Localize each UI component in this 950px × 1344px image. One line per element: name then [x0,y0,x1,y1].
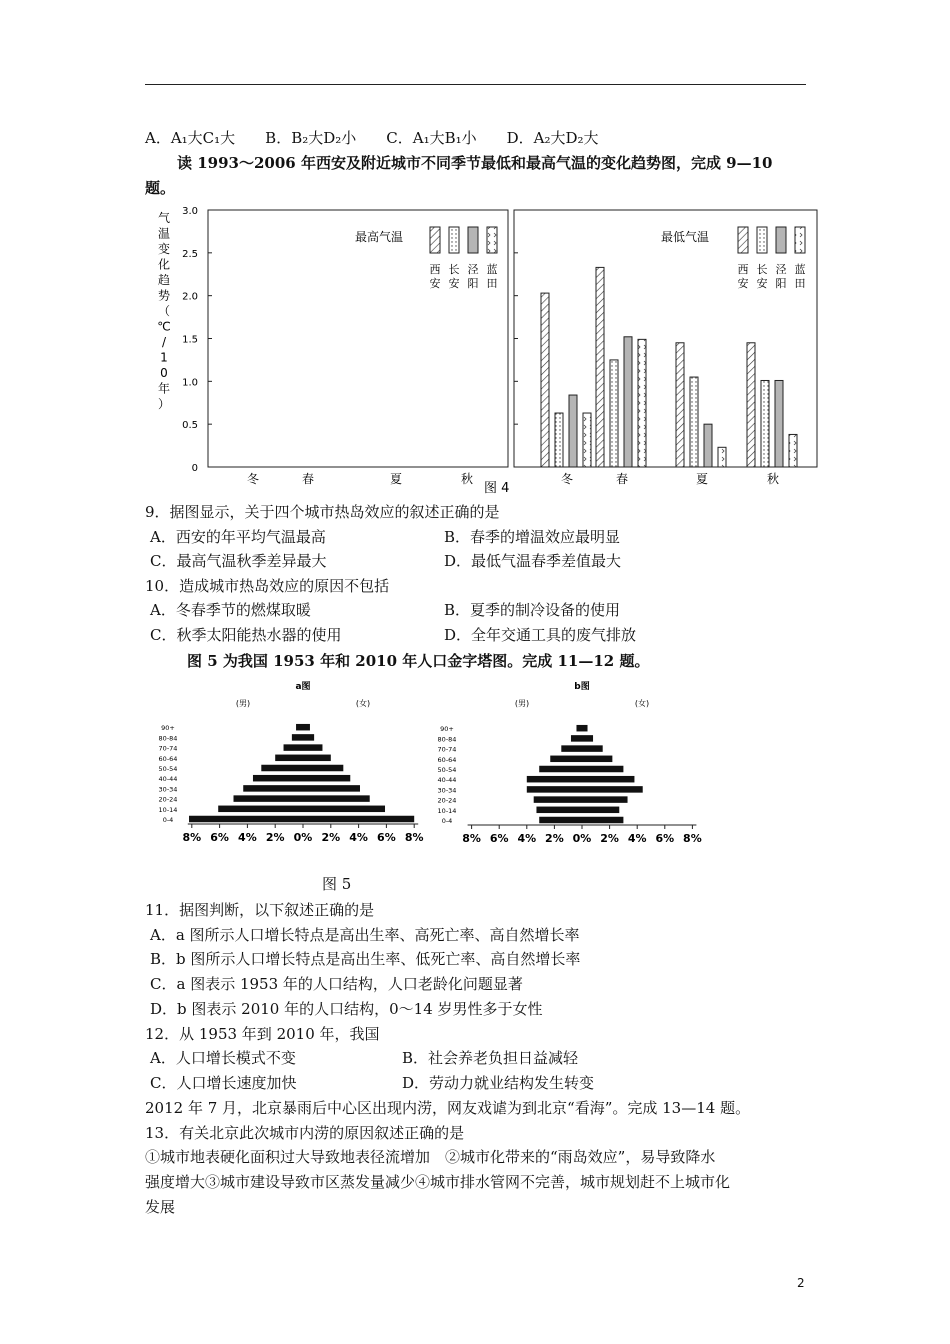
legend-swatch [738,227,748,253]
q11-option-d: D．b 图表示 2010 年的人口结构，0～14 岁男性多于女性 [150,1000,543,1018]
pyramid-bar-female [303,816,414,823]
pyramid-bar-female [303,724,310,731]
q12-option-a: A．人口增长模式不变 [150,1049,296,1067]
q10-stem: 10．造成城市热岛效应的原因不包括 [145,577,390,595]
x-tick-label: 2% [545,832,564,845]
q10-option-a: A．冬春季节的燃煤取暖 [150,601,311,619]
bar [555,413,563,467]
y-axis-label-char: 趋 [157,273,171,287]
pyramid-bar-female [303,795,370,802]
pyramid-bar-male [218,806,303,813]
x-tick-label: 冬 [560,472,574,486]
legend-label: 泾 [775,263,787,276]
pyramid-bar-male [189,816,303,823]
age-label: 60-64 [437,755,457,764]
pyramid-bar-female [303,785,360,792]
q11-stem: 11．据图判断，以下叙述正确的是 [145,901,375,919]
y-axis-label-char: / [161,335,167,349]
pyramid-bar-male [539,766,582,773]
figure-5-chart [150,674,720,854]
bar [638,339,646,467]
legend-label: 安 [737,277,749,290]
pyramid-bar-male [284,744,303,751]
male-label: (男) [514,699,530,708]
x-tick-label: 6% [377,831,396,844]
legend-label: 田 [794,277,806,290]
q11-option-a: A．a 图所示人口增长特点是高出生率、高死亡率、高自然增长率 [150,926,580,944]
q9-stem: 9．据图显示，关于四个城市热岛效应的叙述正确的是 [145,503,500,521]
age-label: 50-54 [158,765,178,773]
y-axis-label-char: 0 [160,366,168,380]
header-rule [145,84,806,85]
age-label: 70-74 [437,745,457,754]
bar [704,424,712,467]
legend-swatch [449,227,459,253]
y-tick-label: 0 [191,463,198,474]
legend-label: 西 [737,263,749,276]
legend-label: 阳 [775,277,787,290]
legend-label: 阳 [467,277,479,290]
age-label: 90+ [440,725,454,734]
pyramid-bar-male [527,776,582,783]
age-label: 0-4 [441,817,453,825]
q9-option-b: B．春季的增温效应最明显 [444,528,621,546]
y-axis-label-char: 变 [157,242,171,256]
female-label: (女) [355,699,371,708]
x-tick-label: 秋 [766,472,780,486]
age-label: 40-44 [437,776,457,785]
age-label: 20-24 [437,796,457,805]
bar [569,395,577,467]
pyramid-bar-male [275,755,303,762]
pyramid-bar-female [582,786,643,793]
age-label: 60-64 [158,754,178,763]
pyramid-bar-male [534,796,582,803]
legend-label: 蓝 [794,263,806,276]
bar [761,380,769,467]
y-axis-label-char: 化 [157,257,171,272]
legend-label: 安 [429,277,441,290]
bar [583,413,591,467]
x-tick-label: 4% [349,831,368,844]
bar [789,434,797,467]
chart-title: 最高气温 [355,230,404,244]
y-tick-label: 2.5 [182,248,198,260]
y-tick-label: 2.0 [182,291,198,303]
y-axis-label-char: ） [157,397,171,411]
age-label: 10-14 [437,806,457,815]
pyramid-bar-male [296,724,303,731]
x-tick-label: 8% [683,832,702,845]
pyramid-bar-male [527,786,582,793]
bar [690,377,698,467]
pyramid-bar-female [303,765,343,772]
x-tick-label: 6% [655,832,675,845]
legend-swatch [468,227,478,253]
x-tick-label: 2% [321,831,341,844]
x-tick-label: 8% [182,831,202,844]
figure-4-chart [150,200,830,500]
bar [624,337,632,467]
pyramid-bar-female [303,775,350,782]
q13-line-3: 发展 [145,1198,176,1216]
q13-line-2: 强度增大③城市建设导致市区蒸发量减少④城市排水管网不完善，城市规划赶不上城市化 [145,1173,731,1191]
bar [775,380,783,467]
x-tick-label: 4% [238,831,257,844]
legend-label: 蓝 [486,263,498,276]
legend-label: 田 [486,277,498,290]
y-axis-label-char: 气 [157,211,171,225]
pyramid-bar-female [303,755,331,762]
pyramid-bar-female [582,807,619,814]
pyramid-bar-female [582,725,588,732]
x-tick-label: 冬 [246,472,260,486]
legend-swatch [430,227,440,253]
y-tick-label: 3.0 [182,206,198,217]
pyramid-bar-female [582,766,623,773]
pyramid-bar-male [253,775,303,782]
q8-options: A．A₁大C₁大 B．B₂大D₂小 C．A₁大B₁小 D．A₂大D₂大 [145,129,599,147]
x-tick-label: 2% [600,832,619,845]
pyramid-bar-male [550,756,582,763]
pyramid-title: a图 [295,682,311,692]
x-tick-label: 0% [293,831,313,844]
female-label: (女) [634,699,650,708]
x-tick-label: 春 [301,472,315,486]
q9-option-a: A．西安的年平均气温最高 [150,528,326,546]
y-axis-label-char: 1 [160,350,168,365]
bar [718,447,726,467]
pyramid-bar-male [243,785,303,792]
x-tick-label: 4% [517,832,537,845]
bar [676,343,684,467]
legend-label: 安 [448,277,460,290]
figure-5-caption: 图 5 [322,875,352,893]
y-axis-label-char: 年 [157,381,171,396]
age-label: 80-84 [158,734,178,743]
q13-stem: 13．有关北京此次城市内涝的原因叙述正确的是 [145,1124,465,1142]
x-tick-label: 夏 [389,472,403,486]
pyramid-bar-male [576,725,582,732]
q9-option-c: C．最高气温秋季差异最大 [150,552,327,570]
q10-option-d: D．全年交通工具的废气排放 [444,626,637,644]
q9-option-d: D．最低气温春季差值最大 [444,552,622,570]
bar [747,343,755,467]
age-label: 90+ [161,724,175,733]
pyramid-bar-male [261,765,303,772]
q11-option-c: C．a 图表示 1953 年的人口结构，人口老龄化问题显著 [150,975,523,993]
legend-swatch [776,227,786,253]
x-tick-label: 夏 [695,472,709,486]
figure-4-caption: 图 4 [484,481,510,496]
page-number: 2 [797,1276,805,1290]
pyramid-bar-female [582,796,628,803]
x-tick-label: 6% [210,831,229,844]
x-tick-label: 2% [265,831,285,844]
q12-option-c: C．人口增长速度加快 [150,1074,297,1092]
pyramid-bar-female [303,734,314,741]
q11-option-b: B．b 图所示人口增长特点是高出生率、低死亡率、高自然增长率 [150,950,581,968]
pyramid-bar-female [582,817,623,824]
intro-13-14: 2012 年 7 月，北京暴雨后中心区出现内涝，网友戏谑为到北京“看海”。完成 13—14 题。 [145,1099,751,1117]
age-label: 30-34 [437,786,457,795]
q12-option-d: D．劳动力就业结构发生转变 [402,1074,595,1092]
pyramid-bar-female [582,735,593,742]
q13-line-1: ①城市地表硬化面积过大导致地表径流增加 ②城市化带来的“雨岛效应”，易导致降水 [145,1148,716,1166]
x-tick-label: 8% [404,831,424,844]
y-tick-label: 1.0 [182,377,198,389]
pyramid-bar-male [536,807,582,814]
legend-label: 长 [756,263,768,276]
y-axis-label-char: 温 [157,226,171,241]
legend-label: 西 [429,263,441,276]
age-label: 0-4 [162,816,174,824]
x-tick-label: 8% [462,832,481,845]
chart-title: 最低气温 [661,230,710,244]
age-label: 20-24 [158,795,178,804]
q12-stem: 12．从 1953 年到 2010 年，我国 [145,1025,380,1043]
pyramid-bar-male [292,734,303,741]
age-label: 40-44 [158,775,178,784]
pyramid-bar-male [234,795,304,802]
x-tick-label: 4% [627,832,647,845]
intro-9-10-cont: 题。 [145,179,176,197]
bar [596,267,604,467]
pyramid-bar-female [582,776,634,783]
x-tick-label: 6% [489,832,509,845]
y-tick-label: 0.5 [182,420,198,432]
pyramid-bar-female [582,756,612,763]
age-label: 10-14 [158,805,178,814]
male-label: (男) [235,699,251,708]
legend-label: 安 [756,277,768,290]
y-axis-label-char: ℃ [157,319,171,334]
legend-swatch [487,227,497,253]
intro-9-10: 读 1993～2006 年西安及附近城市不同季节最低和最高气温的变化趋势图，完成 9—10 [177,154,773,172]
q10-option-b: B．夏季的制冷设备的使用 [444,601,621,619]
y-tick-label: 1.5 [182,334,198,346]
legend-swatch [757,227,767,253]
chart-frame [208,210,508,467]
pyramid-bar-male [539,817,582,824]
pyramid-bar-female [303,806,385,813]
pyramid-bar-male [561,745,582,752]
q10-option-c: C．秋季太阳能热水器的使用 [150,626,342,644]
pyramid-bar-male [571,735,582,742]
legend-label: 长 [448,263,460,276]
intro-11-12: 图 5 为我国 1953 年和 2010 年人口金字塔图。完成 11—12 题。 [187,652,650,670]
age-label: 30-34 [158,785,178,794]
y-axis-label-char: （ [157,304,171,318]
legend-swatch [795,227,805,253]
x-tick-label: 秋 [460,472,474,486]
pyramid-bar-female [303,744,322,751]
y-axis-label-char: 势 [157,288,171,303]
legend-label: 泾 [467,263,479,276]
bar [610,360,618,467]
age-label: 50-54 [437,766,457,774]
q12-option-b: B．社会养老负担日益减轻 [402,1049,579,1067]
x-tick-label: 0% [572,832,592,845]
age-label: 80-84 [437,735,457,744]
age-label: 70-74 [158,744,178,753]
pyramid-title: b图 [574,682,590,692]
pyramid-bar-female [582,745,603,752]
bar [541,293,549,467]
x-tick-label: 春 [615,472,629,486]
